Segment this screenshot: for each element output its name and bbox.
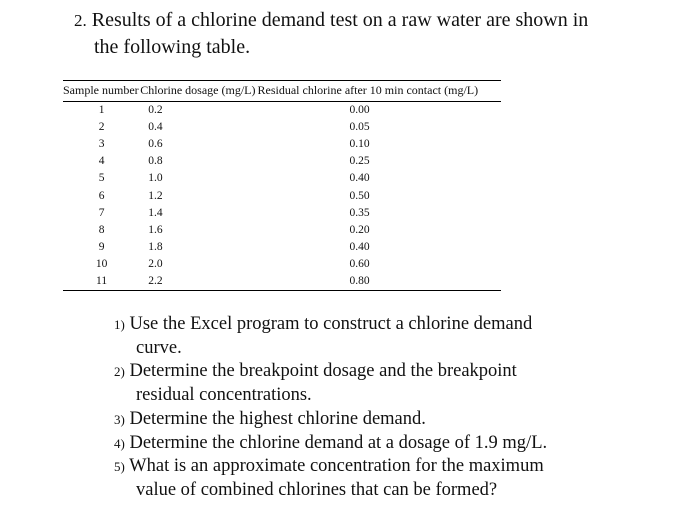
question-text-line2: value of combined chlorines that can be formed?	[136, 479, 498, 500]
question-list	[114, 313, 634, 503]
table-row	[63, 170, 501, 187]
question-number: 2)	[114, 364, 125, 380]
sample-number-cell: 7	[98, 206, 105, 219]
table-row	[63, 256, 501, 273]
table-row	[63, 153, 501, 170]
question-item	[114, 432, 634, 456]
table-row	[63, 222, 501, 239]
sample-number-cell: 10	[95, 257, 108, 270]
residual-chlorine-cell: 0.80	[258, 273, 501, 291]
question-number: 1)	[114, 317, 125, 332]
column-header-sample-number: Sample number	[63, 81, 140, 102]
question-text-line1: Determine the chlorine demand at a dosage of 1.9 mg/L.	[129, 432, 548, 453]
chlorine-dosage-cell: 0.6	[148, 138, 163, 151]
table-row	[63, 102, 501, 120]
question-text-line1: What is an approximate concentration for the maximum	[129, 456, 544, 477]
sample-number-cell: 1	[98, 104, 105, 117]
table-row	[63, 119, 501, 136]
residual-chlorine-cell: 0.40	[349, 240, 370, 253]
question-number: 5)	[114, 459, 125, 475]
residual-chlorine-cell: 0.20	[349, 223, 370, 236]
table-row	[63, 136, 501, 153]
chlorine-dosage-cell: 2.0	[148, 257, 163, 270]
question-text-line2: curve.	[136, 337, 182, 358]
chlorine-dosage-cell: 1.0	[148, 172, 163, 185]
chlorine-dosage-cell: 0.4	[148, 121, 163, 134]
problem-text-line2: the following table.	[94, 36, 251, 58]
table-row	[63, 273, 501, 291]
question-item	[114, 408, 634, 432]
chlorine-dosage-cell: 1.4	[148, 206, 163, 219]
question-text-line1: Determine the highest chlorine demand.	[129, 408, 426, 429]
sample-number-cell: 2	[98, 121, 105, 134]
chlorine-dosage-cell: 0.8	[148, 155, 163, 168]
chlorine-dosage-cell: 2.2	[140, 273, 257, 291]
question-number: 4)	[114, 435, 125, 451]
table-row	[63, 187, 501, 204]
chlorine-dosage-cell: 1.8	[148, 240, 163, 253]
sample-number-cell: 5	[98, 172, 105, 185]
chlorine-dosage-cell: 0.2	[148, 104, 163, 117]
chlorine-demand-table	[63, 80, 501, 291]
residual-chlorine-cell: 0.00	[349, 104, 370, 117]
residual-chlorine-cell: 0.05	[349, 121, 370, 134]
question-text-line2: residual concentrations.	[136, 385, 312, 406]
chlorine-dosage-cell: 1.2	[148, 189, 163, 202]
problem-number: 2.	[74, 11, 87, 30]
question-number: 3)	[114, 411, 125, 427]
column-header-residual-chlorine: Residual chlorine after 10 min contact (mg/L)	[258, 81, 501, 102]
question-text-line1: Determine the breakpoint dosage and the breakpoint	[129, 361, 517, 382]
residual-chlorine-cell: 0.35	[349, 206, 370, 219]
residual-chlorine-cell: 0.50	[349, 189, 370, 202]
residual-chlorine-cell: 0.25	[349, 155, 370, 168]
sample-number-cell: 6	[98, 189, 105, 202]
column-header-chlorine-dosage: Chlorine dosage (mg/L)	[140, 81, 257, 102]
chlorine-dosage-cell: 1.6	[148, 223, 163, 236]
question-item	[114, 360, 634, 407]
question-item	[114, 313, 634, 360]
question-text-line1: Use the Excel program to construct a chlorine demand	[129, 314, 533, 334]
sample-number-cell: 4	[98, 155, 105, 168]
table-header-row	[63, 81, 501, 102]
sample-number-cell: 8	[98, 223, 105, 236]
sample-number-cell: 3	[98, 138, 105, 151]
residual-chlorine-cell: 0.10	[349, 138, 370, 151]
sample-number-cell: 9	[98, 240, 105, 253]
residual-chlorine-cell: 0.60	[349, 257, 370, 270]
sample-number-cell: 11	[63, 273, 140, 291]
table-row	[63, 239, 501, 256]
question-item	[114, 455, 634, 502]
problem-text-line1: Results of a chlorine demand test on a raw water are shown in	[91, 9, 589, 31]
problem-statement	[74, 7, 674, 61]
table-row	[63, 205, 501, 222]
residual-chlorine-cell: 0.40	[349, 172, 370, 185]
